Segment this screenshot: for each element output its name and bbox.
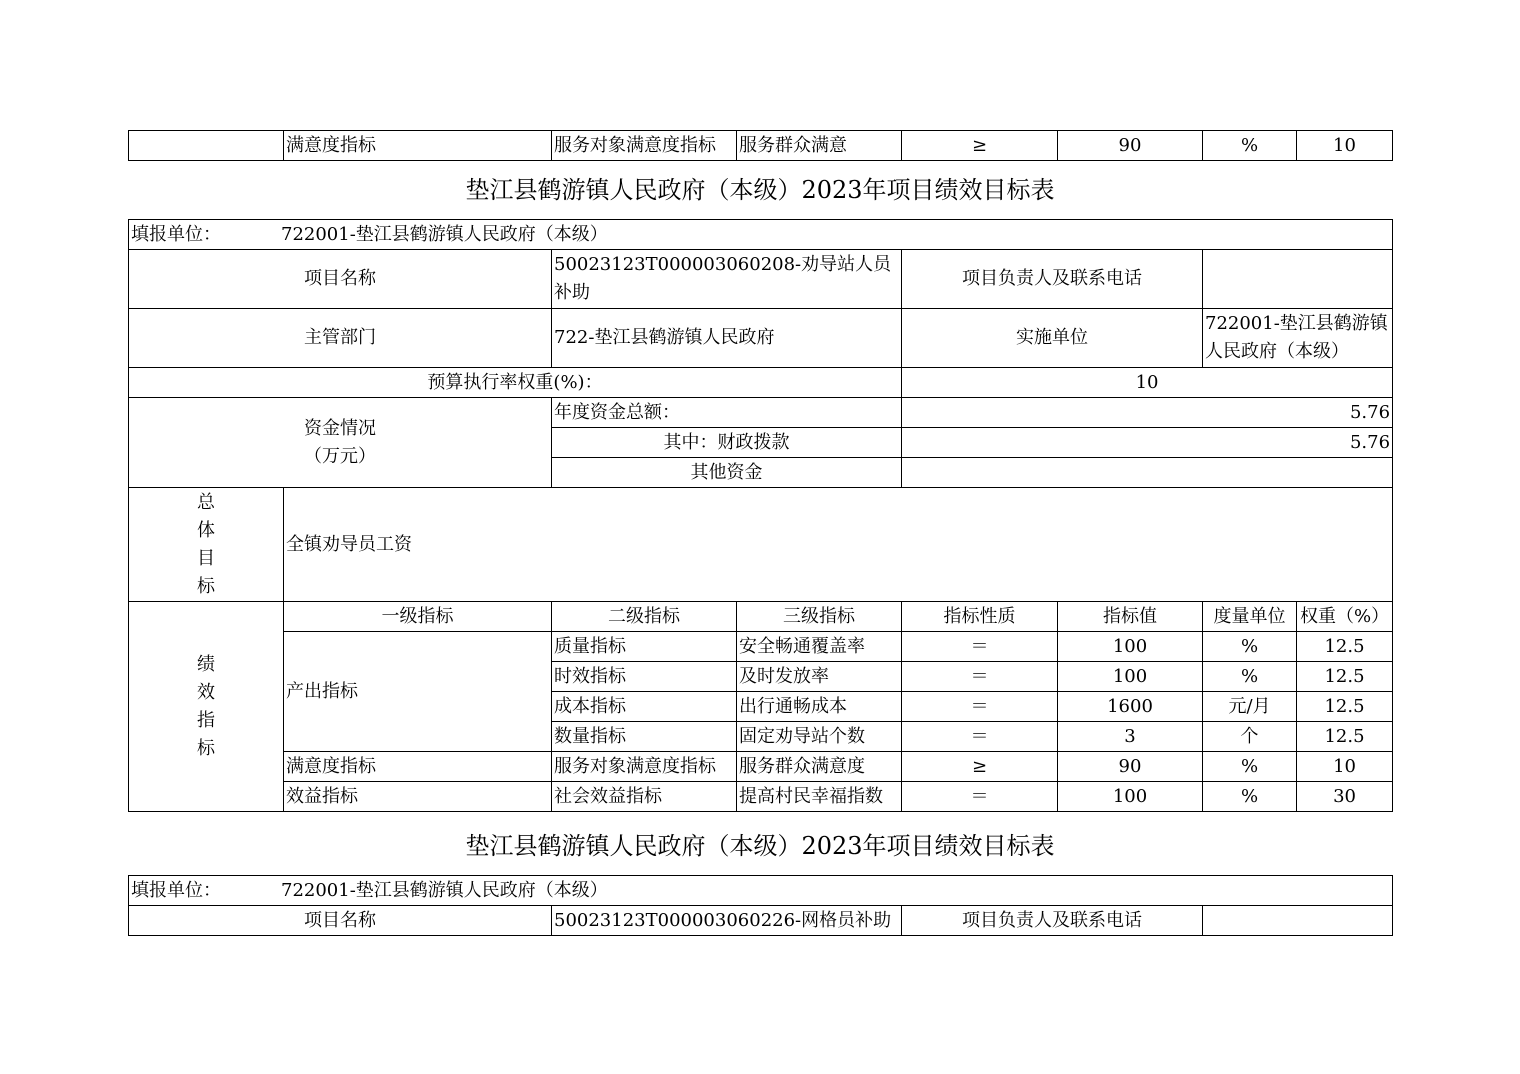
unit-cell: 个 <box>1203 722 1297 752</box>
value-cell: 100 <box>1058 782 1203 812</box>
level1-cell: 效益指标 <box>284 782 552 812</box>
fiscal-label: 其中：财政拨款 <box>552 428 902 458</box>
fill-unit-label: 填报单位： <box>131 223 221 245</box>
nature-cell: ＝ <box>902 632 1058 662</box>
unit-cell: % <box>1203 782 1297 812</box>
funds-label-line2: （万元） <box>304 445 376 467</box>
fill-unit-value: 722001-垫江县鹤游镇人民政府（本级） <box>281 879 608 901</box>
fiscal-value: 5.76 <box>902 428 1393 458</box>
unit-cell: % <box>1203 662 1297 692</box>
level3-cell: 安全畅通覆盖率 <box>737 632 902 662</box>
header-level3: 三级指标 <box>737 602 902 632</box>
weight-cell: 12.5 <box>1297 722 1393 752</box>
level2-cell: 时效指标 <box>552 662 737 692</box>
funds-label <box>129 398 552 488</box>
budget-weight-value: 10 <box>902 368 1393 398</box>
weight-cell: 12.5 <box>1297 632 1393 662</box>
contact-label: 项目负责人及联系电话 <box>902 250 1203 309</box>
contact-value <box>1203 906 1393 936</box>
impl-label: 实施单位 <box>902 309 1203 368</box>
project-name-value: 50023123T000003060208-劝导站人员补助 <box>552 250 902 309</box>
impl-value: 722001-垫江县鹤游镇人民政府（本级） <box>1203 309 1393 368</box>
empty-cell <box>129 131 284 161</box>
level3-cell: 服务群众满意度 <box>737 752 902 782</box>
value-cell: 100 <box>1058 662 1203 692</box>
header-value: 指标值 <box>1058 602 1203 632</box>
contact-label: 项目负责人及联系电话 <box>902 906 1203 936</box>
unit-cell: % <box>1203 752 1297 782</box>
level2-cell: 服务对象满意度指标 <box>552 752 737 782</box>
header-level1: 一级指标 <box>284 602 552 632</box>
level2-cell: 质量指标 <box>552 632 737 662</box>
nature-cell: ≥ <box>902 752 1058 782</box>
header-weight: 权重（%） <box>1297 602 1393 632</box>
form2-title: 垫江县鹤游镇人民政府（本级）2023年项目绩效目标表 <box>465 832 1055 860</box>
goal-char: 标 <box>197 575 215 597</box>
value-cell: 90 <box>1058 752 1203 782</box>
contact-value <box>1203 250 1393 309</box>
header-unit: 度量单位 <box>1203 602 1297 632</box>
overall-goal-label <box>129 488 284 602</box>
level1-cell: 满意度指标 <box>284 131 552 161</box>
fill-unit-label: 填报单位： <box>131 879 221 901</box>
form1-table <box>128 219 1393 812</box>
weight-cell: 10 <box>1297 752 1393 782</box>
fill-unit-row <box>129 876 1393 906</box>
table-row <box>129 632 1393 662</box>
weight-cell: 10 <box>1297 131 1393 161</box>
annual-total-label: 年度资金总额： <box>552 398 902 428</box>
level3-cell: 固定劝导站个数 <box>737 722 902 752</box>
continuation-table <box>128 130 1393 161</box>
header-level2: 二级指标 <box>552 602 737 632</box>
project-name-label: 项目名称 <box>129 250 552 309</box>
fill-unit-row <box>129 220 1393 250</box>
level2-cell: 数量指标 <box>552 722 737 752</box>
level2-cell: 服务对象满意度指标 <box>552 131 737 161</box>
form1-title: 垫江县鹤游镇人民政府（本级）2023年项目绩效目标表 <box>465 176 1055 204</box>
perf-char: 绩 <box>197 653 215 675</box>
table-row <box>129 752 1393 782</box>
funds-label-line1: 资金情况 <box>304 417 376 439</box>
dept-value: 722-垫江县鹤游镇人民政府 <box>552 309 902 368</box>
output-indicator-label: 产出指标 <box>284 632 552 752</box>
perf-indicator-label <box>129 602 284 812</box>
annual-total-value: 5.76 <box>902 398 1393 428</box>
goal-char: 体 <box>197 519 215 541</box>
level2-cell: 成本指标 <box>552 692 737 722</box>
level3-cell: 及时发放率 <box>737 662 902 692</box>
table-row <box>129 782 1393 812</box>
nature-cell: ＝ <box>902 722 1058 752</box>
weight-cell: 30 <box>1297 782 1393 812</box>
level1-cell: 满意度指标 <box>284 752 552 782</box>
level2-cell: 社会效益指标 <box>552 782 737 812</box>
nature-cell: ≥ <box>902 131 1058 161</box>
other-funds-value <box>902 458 1393 488</box>
level3-cell: 服务群众满意 <box>737 131 902 161</box>
project-name-label: 项目名称 <box>129 906 552 936</box>
fill-unit-value: 722001-垫江县鹤游镇人民政府（本级） <box>281 223 608 245</box>
perf-char: 指 <box>197 709 215 731</box>
goal-char: 目 <box>197 547 215 569</box>
budget-weight-label: 预算执行率权重(%)： <box>129 368 902 398</box>
project-name-value: 50023123T000003060226-网格员补助 <box>552 906 902 936</box>
overall-goal-text: 全镇劝导员工资 <box>284 488 1393 602</box>
weight-cell: 12.5 <box>1297 692 1393 722</box>
perf-char: 效 <box>197 681 215 703</box>
dept-label: 主管部门 <box>129 309 552 368</box>
value-cell: 90 <box>1058 131 1203 161</box>
goal-char: 总 <box>197 491 215 513</box>
other-funds-label: 其他资金 <box>552 458 902 488</box>
header-nature: 指标性质 <box>902 602 1058 632</box>
nature-cell: ＝ <box>902 692 1058 722</box>
unit-cell: % <box>1203 632 1297 662</box>
nature-cell: ＝ <box>902 782 1058 812</box>
value-cell: 3 <box>1058 722 1203 752</box>
value-cell: 1600 <box>1058 692 1203 722</box>
unit-cell: 元/月 <box>1203 692 1297 722</box>
level3-cell: 提高村民幸福指数 <box>737 782 902 812</box>
form2-table <box>128 875 1393 936</box>
unit-cell: % <box>1203 131 1297 161</box>
nature-cell: ＝ <box>902 662 1058 692</box>
weight-cell: 12.5 <box>1297 662 1393 692</box>
level3-cell: 出行通畅成本 <box>737 692 902 722</box>
value-cell: 100 <box>1058 632 1203 662</box>
perf-char: 标 <box>197 737 215 759</box>
